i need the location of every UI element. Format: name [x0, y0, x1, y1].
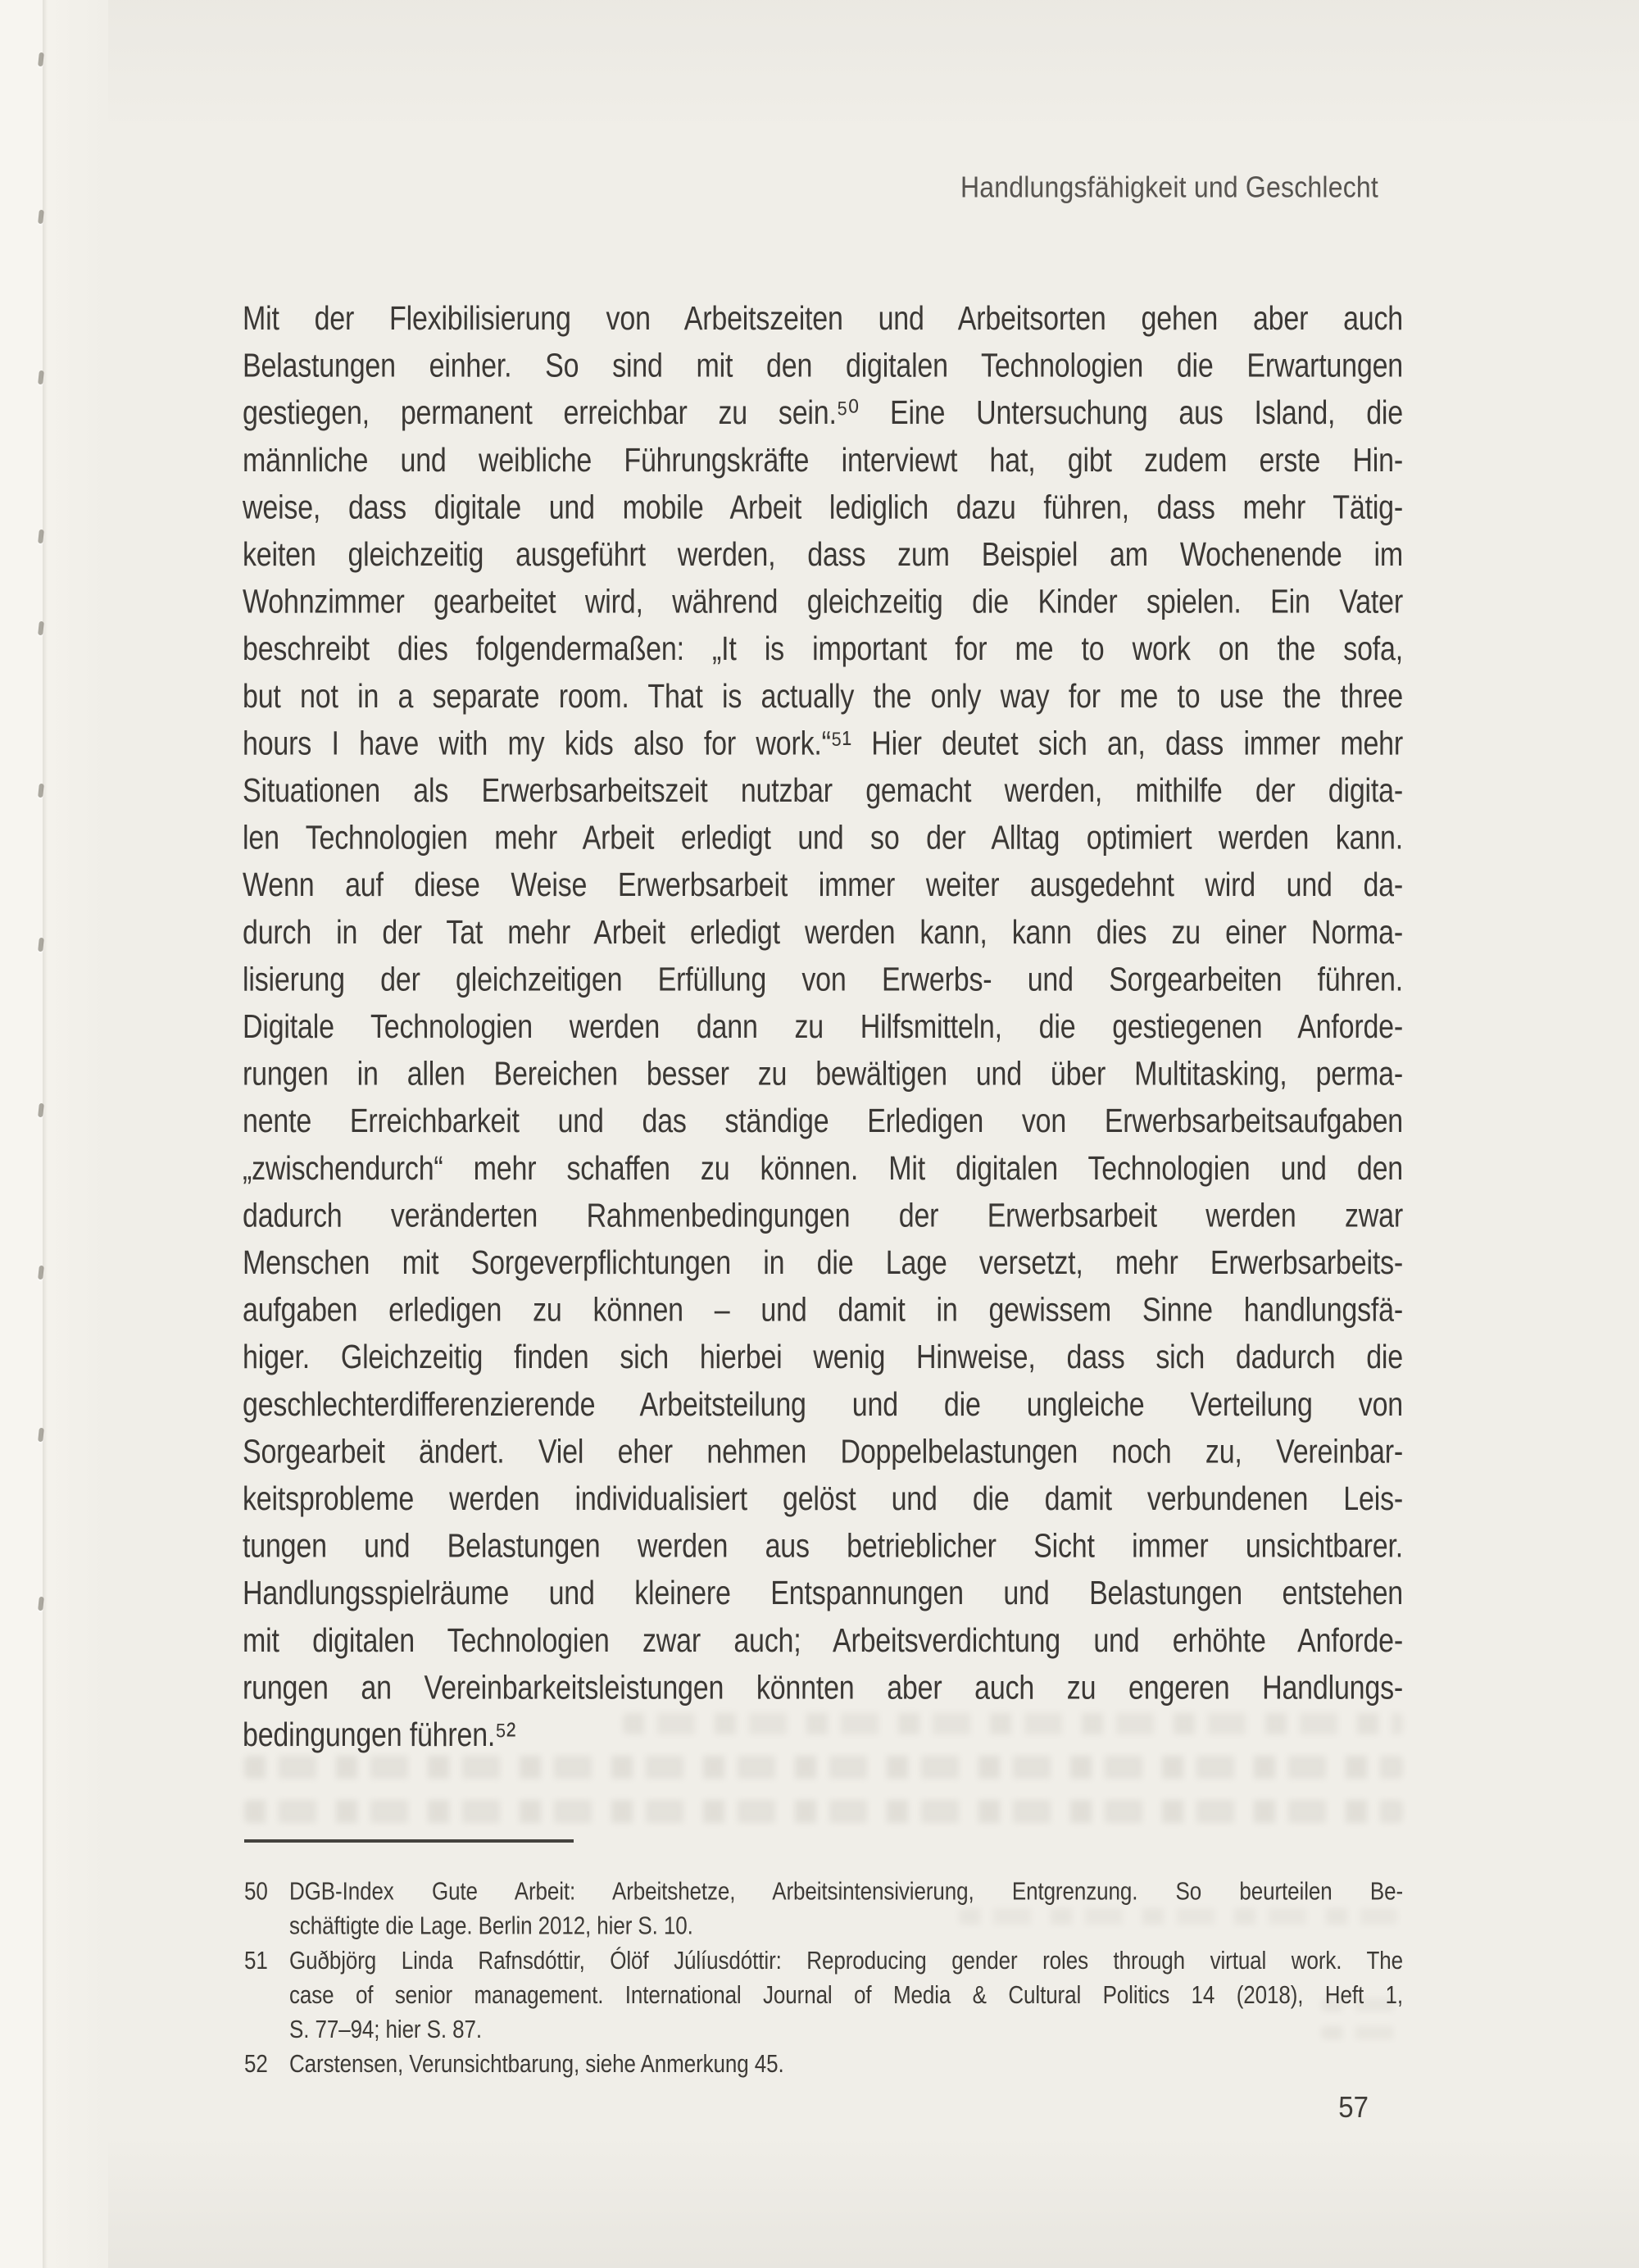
body-text-line: keitsprobleme werden individualisiert gelöst und die damit verbundenen Leis-	[243, 1480, 1403, 1518]
footnote-line	[244, 2047, 1403, 2081]
footnote-number	[244, 2011, 289, 2046]
footnote-line	[244, 2011, 1403, 2046]
footnote-line	[244, 1874, 1403, 1908]
body-text-line: rungen in allen Bereichen besser zu bewältigen und über Multitasking, perma-	[243, 1055, 1403, 1093]
gutter-fold-line	[43, 0, 108, 2268]
body-text-line: durch in der Tat mehr Arbeit erledigt werden kann, kann dies zu einer Norma-	[243, 913, 1403, 952]
page-number: 57	[1338, 2090, 1369, 2124]
footnote-line	[244, 1977, 1403, 2011]
footnote-text: DGB-Index Gute Arbeit: Arbeitshetze, Arbeitsintensivierung, Entgrenzung. So beurteilen Be-	[289, 1876, 1403, 1906]
footnote-text: Guðbjörg Linda Rafnsdóttir, Ólöf Júlíusdóttir: Reproducing gender roles through virtual work. The	[289, 1945, 1403, 1975]
body-text-line: Situationen als Erwerbsarbeitszeit nutzbar gemacht werden, mithilfe der digita-	[243, 772, 1403, 810]
footnote-number	[244, 1977, 289, 2011]
footnote-separator-rule	[244, 1839, 574, 1843]
footnote-text: S. 77–94; hier S. 87.	[289, 2014, 482, 2044]
footnote-text: schäftigte die Lage. Berlin 2012, hier S. 10.	[289, 1911, 693, 1940]
body-text-line: Menschen mit Sorgeverpflichtungen in die Lage versetzt, mehr Erwerbsarbeits-	[243, 1244, 1403, 1282]
running-header: Handlungsfähigkeit und Geschlecht	[960, 170, 1378, 204]
body-text-line: Mit der Flexibilisierung von Arbeitszeiten und Arbeitsorten gehen aber auch	[243, 300, 1403, 338]
body-text-line: keiten gleichzeitig ausgeführt werden, dass zum Beispiel am Wochenende im	[243, 536, 1403, 574]
footnote-line	[244, 1908, 1403, 1943]
body-text-line: nente Erreichbarkeit und das ständige Erledigen von Erwerbsarbeitsaufgaben	[243, 1102, 1403, 1140]
body-text-line: higer. Gleichzeitig finden sich hierbei wenig Hinweise, dass sich dadurch die	[243, 1339, 1403, 1376]
body-text-line: bedingungen führen.⁵²	[243, 1716, 516, 1754]
body-text-line: Wohnzimmer gearbeitet wird, während gleichzeitig die Kinder spielen. Ein Vater	[243, 583, 1403, 621]
bleed-through-smudge	[623, 1713, 1403, 1734]
footnote-number: 52	[244, 2049, 268, 2079]
footnote-number	[244, 1908, 289, 1943]
body-text-line: mit digitalen Technologien zwar auch; Arbeitsverdichtung und erhöhte Anforde-	[243, 1621, 1403, 1660]
body-text-line: rungen an Vereinbarkeitsleistungen könnten aber auch zu engeren Handlungs-	[243, 1669, 1403, 1707]
body-text-line: len Technologien mehr Arbeit erledigt und so der Alltag optimiert werden kann.	[243, 819, 1403, 857]
bleed-through-smudge	[244, 1800, 1403, 1823]
body-text-line: Belastungen einher. So sind mit den digitalen Technologien die Erwartungen	[243, 347, 1403, 385]
body-text-line: Wenn auf diese Weise Erwerbsarbeit immer weiter ausgedehnt wird und da-	[243, 866, 1403, 904]
body-text-line: Sorgearbeit ändert. Viel eher nehmen Doppelbelastungen noch zu, Vereinbar-	[243, 1433, 1403, 1470]
footnote-number: 51	[244, 1945, 268, 1975]
body-text-line: beschreibt dies folgendermaßen: „It is important for me to work on the sofa,	[243, 630, 1403, 668]
bleed-through-smudge	[244, 1756, 1403, 1779]
body-text-line: tungen und Belastungen werden aus betrieblicher Sicht immer unsichtbarer.	[243, 1527, 1403, 1566]
body-text-line: lisierung der gleichzeitigen Erfüllung von Erwerbs- und Sorgearbeiten führen.	[243, 961, 1403, 998]
body-text-line: hours I have with my kids also for work.“⁵¹ Hier deutet sich an, dass immer mehr	[243, 725, 1403, 762]
footnote-line	[244, 1943, 1403, 1977]
footnotes-section	[244, 1874, 1403, 2081]
footnote-number: 50	[244, 1876, 268, 1906]
body-text-line: Digitale Technologien werden dann zu Hilfsmitteln, die gestiegenen Anforde-	[243, 1008, 1403, 1046]
page-gutter	[0, 0, 43, 2268]
body-text-line: „zwischendurch“ mehr schaffen zu können. Mit digitalen Technologien und den	[243, 1149, 1403, 1188]
body-text-line: dadurch veränderten Rahmenbedingungen der Erwerbsarbeit werden zwar	[243, 1197, 1403, 1234]
footnote-text: Carstensen, Verunsichtbarung, siehe Anmerkung 45.	[289, 2049, 784, 2079]
body-text-line: männliche und weibliche Führungskräfte interviewt hat, gibt zudem erste Hin-	[243, 441, 1403, 480]
body-text-line: but not in a separate room. That is actually the only way for me to use the three	[243, 677, 1403, 716]
body-text-line: weise, dass digitale und mobile Arbeit lediglich dazu führen, dass mehr Tätig-	[243, 489, 1403, 526]
body-text-line: aufgaben erledigen zu können – und damit in gewissem Sinne handlungsfä-	[243, 1291, 1403, 1329]
body-paragraph	[243, 295, 1403, 1759]
footnote-text: case of senior management. International Journal of Media & Cultural Politics 14 (2018), Heft 1,	[289, 1979, 1403, 2009]
body-text-line: geschlechterdifferenzierende Arbeitsteilung und die ungleiche Verteilung von	[243, 1385, 1403, 1424]
body-text-line: Handlungsspielräume und kleinere Entspannungen und Belastungen entstehen	[243, 1575, 1403, 1612]
body-text-line: gestiegen, permanent erreichbar zu sein.⁵⁰ Eine Untersuchung aus Island, die	[243, 394, 1403, 432]
